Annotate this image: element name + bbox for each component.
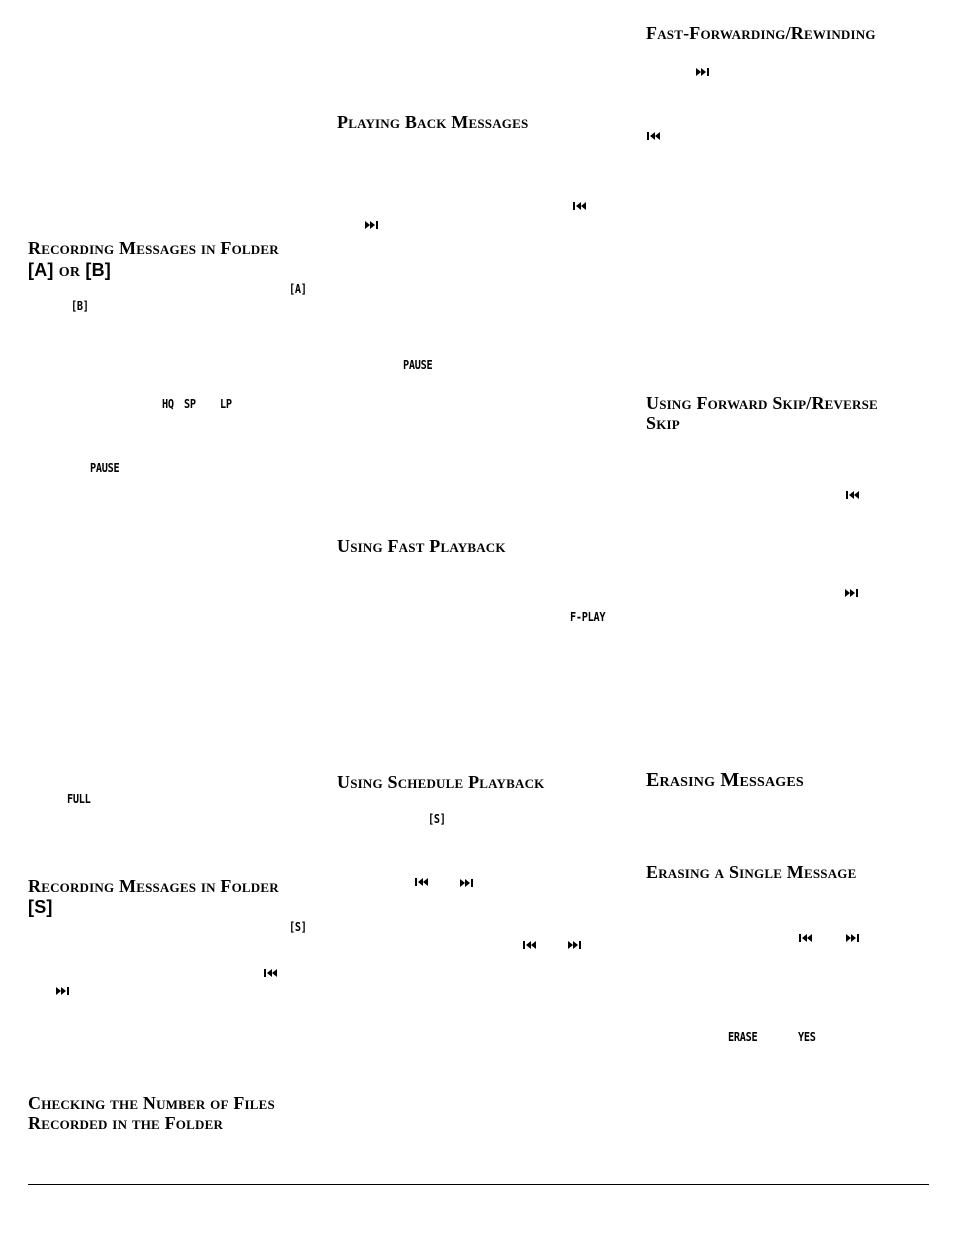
skip-reverse-icon [572,201,586,211]
lcd-sp: SP [184,397,196,411]
skip-forward-icon [365,220,379,230]
skip-forward-icon [845,588,859,598]
lcd-folder-s: [S] [289,920,307,934]
lcd-folder-b: [B] [71,299,89,313]
skip-forward-icon [460,878,474,888]
erasing-messages-heading: Erasing Messages [646,769,804,791]
lcd-pause: PAUSE [403,358,433,372]
fast-forwarding-heading: Fast-Forwarding/Rewinding [646,23,876,43]
checking-heading-line2: Recorded in the Folder [28,1113,224,1133]
lcd-pause: PAUSE [90,461,120,475]
recording-ab-heading-line2: [A] or [B] [28,259,111,281]
lcd-f-play: F-PLAY [570,610,606,624]
skip-forward-icon [846,933,860,943]
skip-reverse-icon [414,877,428,887]
skip-forward-icon [696,67,710,77]
skip-reverse-icon [845,490,859,500]
recording-ab-heading: Recording Messages in Folder [28,238,279,258]
lcd-folder-a: [A] [289,282,307,296]
lcd-erase: ERASE [728,1030,758,1044]
skip-forward-icon [568,940,582,950]
skip-reverse-icon [263,968,277,978]
forward-skip-heading-line2: Skip [646,413,680,433]
playing-back-heading: Playing Back Messages [337,112,529,132]
schedule-playback-heading: Using Schedule Playback [337,772,545,792]
forward-skip-heading: Using Forward Skip/Reverse [646,393,878,413]
lcd-yes: YES [798,1030,816,1044]
recording-s-heading: Recording Messages in Folder [28,876,279,896]
footer-rule [28,1184,929,1185]
lcd-hq: HQ [162,397,174,411]
checking-heading: Checking the Number of Files [28,1093,275,1113]
fast-playback-heading: Using Fast Playback [337,536,506,556]
skip-reverse-icon [522,940,536,950]
lcd-folder-s: [S] [428,812,446,826]
skip-reverse-icon [646,131,660,141]
lcd-lp: LP [220,397,232,411]
skip-reverse-icon [798,933,812,943]
erasing-single-heading: Erasing a Single Message [646,862,857,882]
recording-s-heading-line2: [S] [28,897,53,917]
skip-forward-icon [56,986,70,996]
lcd-full: FULL [67,792,91,806]
